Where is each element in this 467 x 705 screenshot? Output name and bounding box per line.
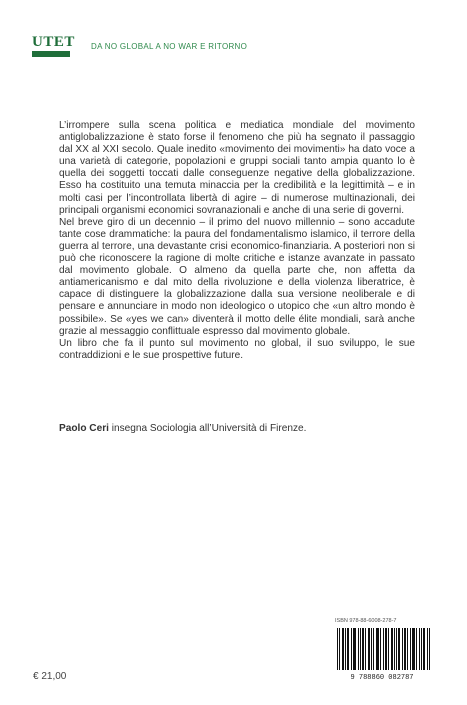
barcode-digits: 9 788860 082787 bbox=[350, 674, 414, 681]
blurb-paragraph-3: Un libro che fa il punto sul movimento no global, il suo sviluppo, le sue contraddizioni e le sue prospettive future. bbox=[59, 337, 415, 361]
author-name: Paolo Ceri bbox=[59, 423, 109, 434]
isbn-text: ISBN 978-88-6008-278-7 bbox=[335, 618, 397, 624]
barcode bbox=[333, 626, 431, 681]
price: € 21,00 bbox=[33, 671, 67, 682]
blurb-paragraph-2: Nel breve giro di un decennio – il primo del nuovo millennio – sono accadute tante cose drammatiche: la paura del fondamentalismo islamico, il terrore della guerra al terrore, una devastante crisi economico-finanziaria. A posteriori non si può che riconoscere la ragione di molte critiche e istanze avanzate in passato dal movimento globale. O almeno da quella parte che, non affetta da antiamericanismo e dal mito della rivoluzione e della violenza liberatrice, è capace di distinguere la globalizzazione dalla sua versione neoliberale e di pensare e annunciare in modo non ideologico o utopico che «un altro mondo è possibile». Se «yes we can» diventerà il motto delle élite mondiali, sarà anche grazie al messaggio conflittuale espresso dal movimento globale. bbox=[59, 216, 415, 337]
utet-logo bbox=[32, 34, 75, 58]
series-title: DA NO GLOBAL A NO WAR E RITORNO bbox=[91, 42, 248, 51]
author-note bbox=[59, 423, 306, 434]
blurb-paragraph-1: L’irrompere sulla scena politica e mediatica mondiale del movimento antiglobalizzazione è stato forse il fenomeno che più ha segnato il passaggio dal XX al XXI secolo. Quale inedito «movimento dei movimenti» ha dato voce a una varietà di categorie, popolazioni e gruppi sociali tanto ampia quanto lo è quella dei soggetti toccati dalle conseguenze negative della globalizzazione. Esso ha costituito una temuta minaccia per la credibilità e la legittimità – e in molti casi per l’incontrollata libertà di agire – di numerose multinazionali, dei principali organismi economici sovranazionali e anche di una serie di governi. bbox=[59, 120, 415, 216]
isbn-block bbox=[333, 618, 433, 681]
author-bio: insegna Sociologia all’Università di Firenze. bbox=[108, 423, 307, 434]
back-cover-blurb bbox=[59, 120, 415, 362]
logo-bar bbox=[32, 51, 70, 57]
header bbox=[32, 36, 452, 62]
logo-wordmark: UTET bbox=[32, 34, 75, 50]
